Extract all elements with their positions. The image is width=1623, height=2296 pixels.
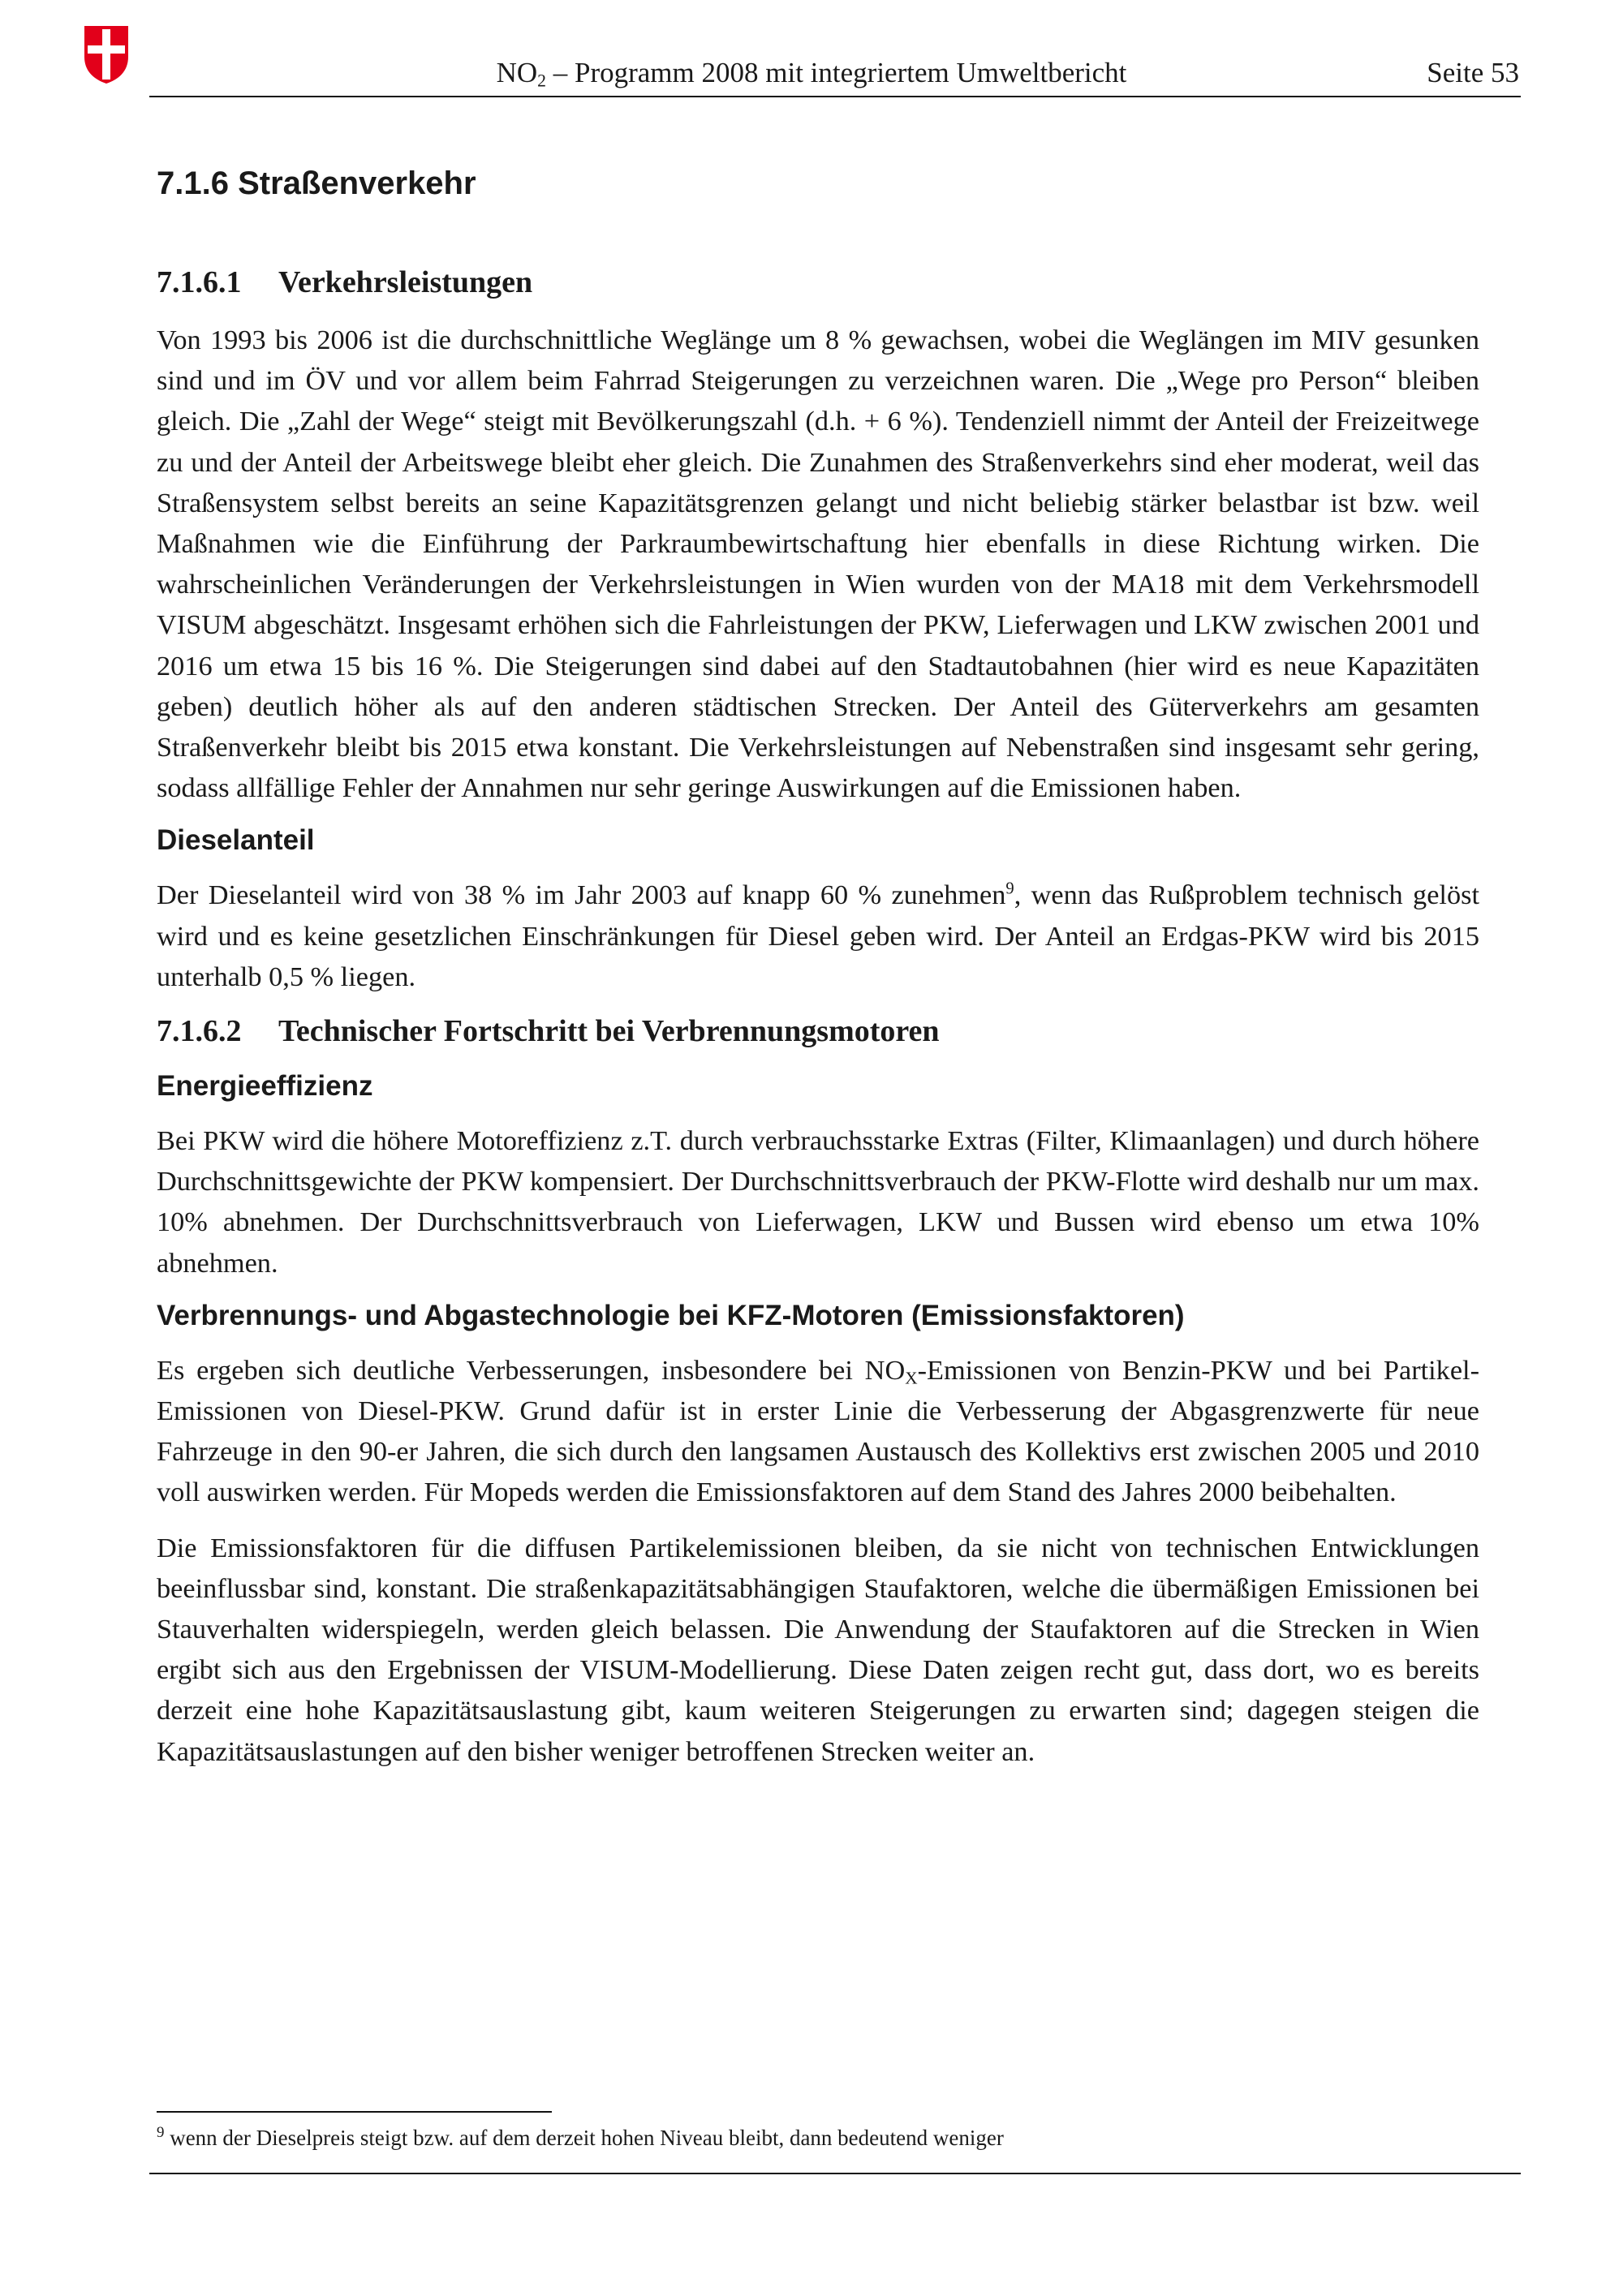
header-divider [149, 96, 1521, 97]
paragraph-verkehrsleistungen: Von 1993 bis 2006 ist die durchschnittliche Weglänge um 8 % gewachsen, wobei die Weglängen im MIV gesunken sind und im ÖV und vor allem beim Fahrrad Steigerungen zu verzeichnen waren. Die „Wege pro Person“ bleiben gleich. Die „Zahl der Wege“ steigt mit Bevölkerungszahl (d.h. + 6 %). Tendenziell nimmt der Anteil der Freizeitwege zu und der Anteil der Arbeitswege bleibt eher gleich. Die Zunahmen des Straßenverkehrs sind eher moderat, weil das Straßensystem selbst bereits an seine Kapazitätsgrenzen gelangt und nicht beliebig stärker belastbar ist bzw. weil Maßnahmen wie die Einführung der Parkraumbewirtschaftung hier ebenfalls in diese Richtung wirken. Die wahrscheinlichen Veränderungen der Verkehrsleistungen in Wien wurden von der MA18 mit dem Verkehrsmodell VISUM abgeschätzt. Insgesamt erhöhen sich die Fahrleistungen der PKW, Lieferwagen und LKW zwischen 2001 und 2016 um etwa 15 bis 16 %. Die Steigerungen sind dabei auf den Stadtautobahnen (hier wird es neue Kapazitäten geben) deutlich höher als auf den anderen städtischen Strecken. Der Anteil des Güterverkehrs am gesamten Straßenverkehr bleibt bis 2015 etwa konstant. Die Verkehrsleistungen auf Nebenstraßen sind insgesamt sehr gering, sodass allfällige Fehler der Annahmen nur sehr geringe Auswirkungen auf die Emissionen haben. [157, 325, 1479, 804]
paragraph-energieeffizienz: Bei PKW wird die höhere Motoreffizienz z.T. durch verbrauchsstarke Extras (Filter, Klimaanlagen) und durch höhere Durchschnittsgewichte der PKW kompensiert. Der Durchschnittsverbrauch der PKW-Flotte wird deshalb nur um max. 10% abnehmen. Der Durchschnittsverbrauch von Lieferwagen, LKW und Bussen wird ebenso um etwa 10% abnehmen. [157, 1125, 1479, 1279]
subsection-heading-technischer-fortschritt: 7.1.6.2 Technischer Fortschritt bei Verbrennungsmotoren [157, 1014, 940, 1049]
heading-abgastechnologie: Verbrennungs- und Abgastechnologie bei KFZ-Motoren (Emissionsfaktoren) [157, 1299, 1185, 1331]
footer-divider [149, 2173, 1521, 2174]
footnote-divider [157, 2111, 552, 2113]
section-heading: 7.1.6 Straßenverkehr [157, 166, 476, 201]
subsection-heading-verkehrsleistungen: 7.1.6.1 Verkehrsleistungen [157, 265, 533, 299]
paragraph-abgastechnologie-1: Es ergeben sich deutliche Verbesserungen, insbesondere bei $NO_X$-Emissionen von Benzin-PKW und bei Partikel-Emissionen von Diesel-PKW. Grund dafür ist in erster Linie die Verbesserung der Abgasgrenzwerte für neue Fahrzeuge in den 90-er Jahren, die sich durch den langsamen Austausch des Kollektivs erst zwischen 2005 und 2010 voll auswirken werden. Für Mopeds werden die Emissionsfaktoren auf dem Stand des Jahres 2000 beibehalten. [157, 1354, 1480, 1508]
page-number: Seite 53 [1427, 57, 1519, 88]
paragraph-dieselanteil: Der Dieselanteil wird von 38 % im Jahr 2003 auf knapp 60 % zunehmen$^9$, wenn das Rußproblem technisch gelöst wird und es keine gesetzlichen Einschränkungen für Diesel geben wird. Der Anteil an Erdgas-PKW wird bis 2015 unterhalb 0,5 % liegen. [157, 879, 1479, 992]
footnote: $^9$ wenn der Dieselpreis steigt bzw. auf dem derzeit hohen Niveau bleibt, dann bedeutend weniger [157, 2124, 1004, 2150]
paragraph-abgastechnologie-2: Die Emissionsfaktoren für die diffusen Partikelemissionen bleiben, da sie nicht von technischen Entwicklungen beeinflussbar sind, konstant. Die straßenkapazitätsabhängigen Staufaktoren, welche die übermäßigen Emissionen bei Stauverhalten widerspiegeln, werden gleich belassen. Die Anwendung der Staufaktoren auf die Strecken in Wien ergibt sich aus den Ergebnissen der VISUM-Modellierung. Diese Daten zeigen recht gut, dass dort, wo es bereits derzeit eine hohe Kapazitätsauslastung gibt, kaum weiteren Steigerungen zu erwarten sind; dagegen steigen die Kapazitätsauslastungen auf den bisher weniger betroffenen Strecken weiter an. [157, 1532, 1479, 1767]
heading-dieselanteil: Dieselanteil [157, 824, 315, 857]
heading-energieeffizienz: Energieeffizienz [157, 1070, 373, 1103]
footnote-reference: 9 [1005, 880, 1014, 899]
header-title: $NO_2$ – Programm 2008 mit integriertem Umweltbericht [496, 57, 1127, 91]
page-content [157, 162, 1479, 1786]
vienna-coat-of-arms-logo [83, 24, 130, 84]
